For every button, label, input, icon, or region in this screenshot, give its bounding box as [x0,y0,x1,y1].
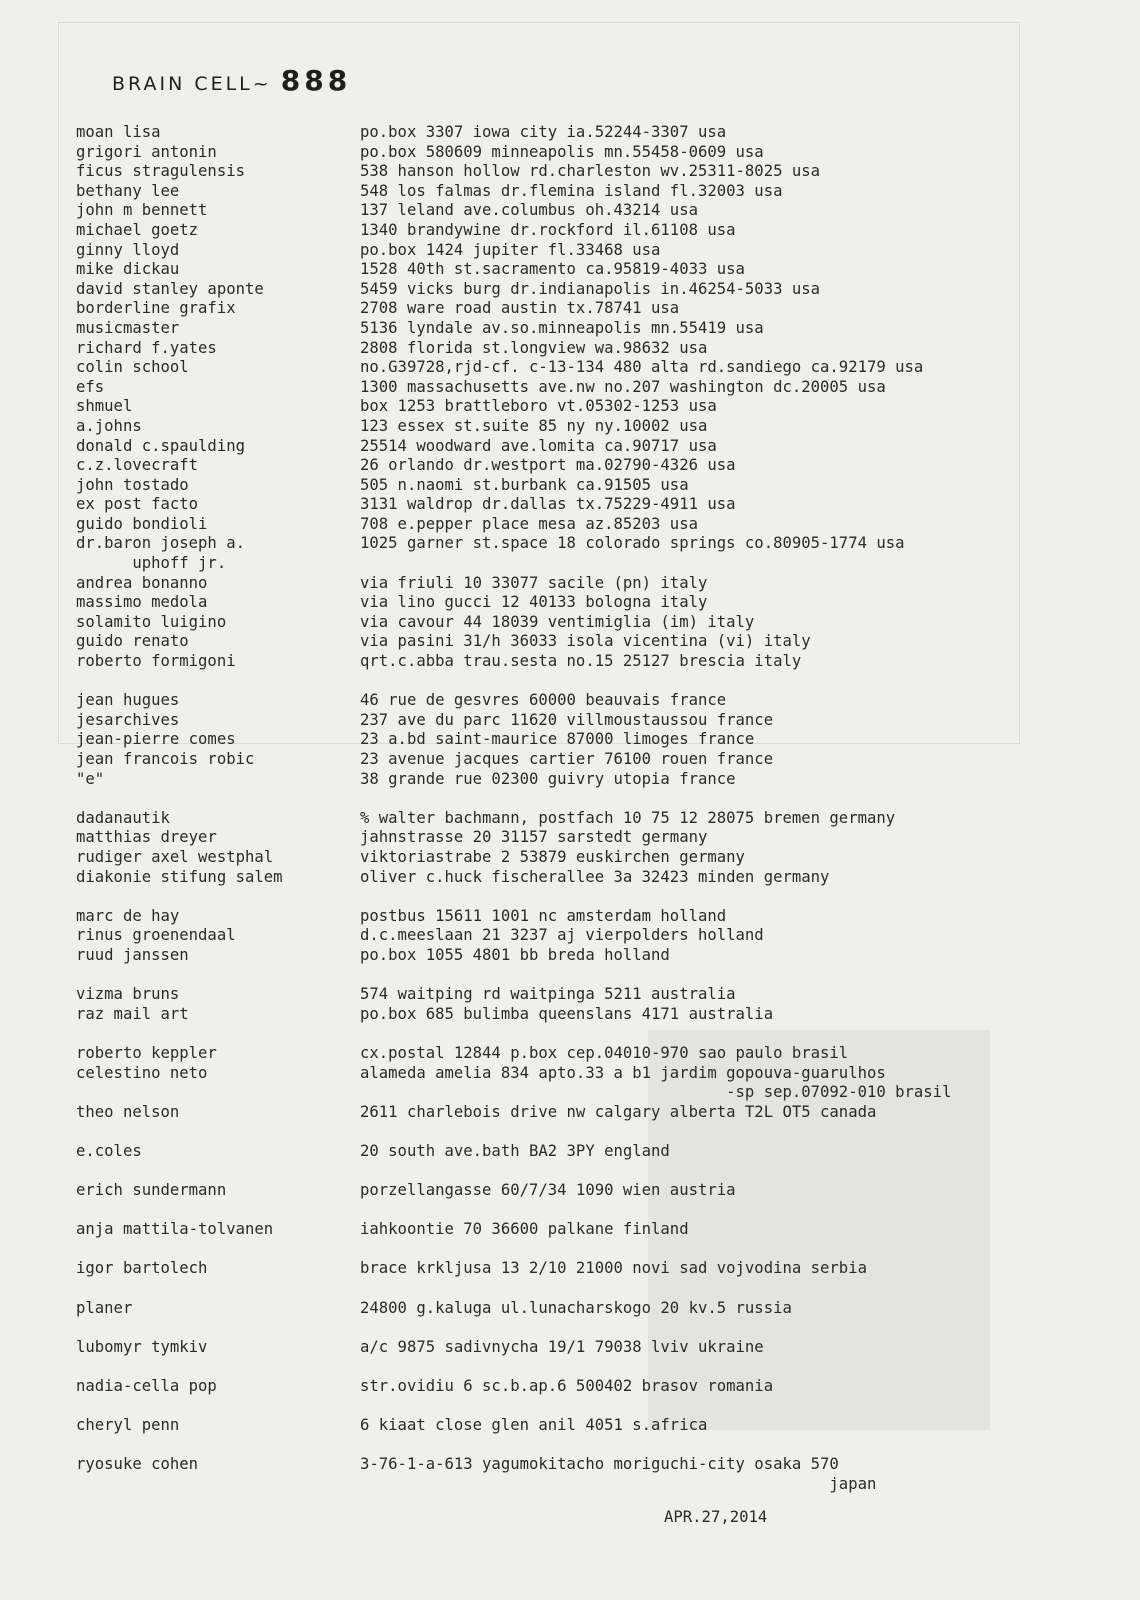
address-entry [76,613,1126,633]
entry-name: jean-pierre comes [76,730,236,749]
entry-address: 505 n.naomi st.burbank ca.91505 usa [360,475,689,494]
title-separator: ~ [252,73,272,95]
entry-address: 548 los falmas dr.flemina island fl.32003 usa [360,181,783,200]
entry-address: via cavour 44 18039 ventimiglia (im) italy [360,612,755,631]
entry-address: 2611 charlebois drive nw calgary alberta T2L OT5 canada [360,1102,877,1121]
entry-address: 24800 g.kaluga ul.lunacharskogo 20 kv.5 russia [360,1298,792,1317]
address-list [76,123,1126,1495]
address-entry [76,574,1126,594]
entry-name: guido bondioli [76,514,208,533]
entry-name: erich sundermann [76,1181,227,1200]
entry-name: matthias dreyer [76,828,217,847]
entry-name: e.coles [76,1141,142,1160]
entry-name: vizma bruns [76,985,180,1004]
entry-address: -sp sep.07092-010 brasil [360,1083,952,1102]
entry-address: 20 south ave.bath BA2 3PY england [360,1141,670,1160]
address-entry [76,868,1126,888]
entry-name: borderline grafix [76,299,236,318]
entry-name: roberto keppler [76,1043,217,1062]
entry-name: ex post facto [76,495,199,514]
address-entry [76,691,1126,711]
entry-name: rudiger axel westphal [76,847,274,866]
entry-address: 38 grande rue 02300 guivry utopia france [360,769,736,788]
address-entry [76,358,1126,378]
entry-name: moan lisa [76,123,161,141]
entry-name: nadia-cella pop [76,1377,217,1395]
address-entry [76,946,1126,966]
entry-address: oliver c.huck fischerallee 3a 32423 minden germany [360,867,830,886]
address-entry [76,1005,1126,1025]
address-entry [76,162,1126,182]
address-entry [76,476,1126,496]
address-entry [76,397,1126,417]
entry-address: 3-76-1-a-613 yagumokitacho moriguchi-city osaka 570 [360,1455,839,1474]
entry-name: richard f.yates [76,338,217,357]
document-date: APR.27,2014 [664,1508,768,1526]
entry-name: cheryl penn [76,1416,180,1435]
entry-address: 3131 waldrop dr.dallas tx.75229-4911 usa [360,495,736,514]
entry-address: via friuli 10 33077 sacile (pn) italy [360,573,708,592]
entry-address: po.box 1424 jupiter fl.33468 usa [360,240,661,259]
entry-address: 6 kiaat close glen anil 4051 s.africa [360,1416,708,1435]
entry-address: alameda amelia 834 apto.33 a b1 jardim gopouva-guarulhos [360,1063,886,1082]
entry-name: musicmaster [76,318,180,337]
address-entry [76,221,1126,241]
entry-address: 23 avenue jacques cartier 76100 rouen france [360,750,774,768]
address-entry [76,1220,1126,1240]
entry-name: marc de hay [76,906,180,925]
address-entry [76,495,1126,515]
entry-address: str.ovidiu 6 sc.b.ap.6 500402 brasov romania [360,1377,774,1395]
entry-address: 137 leland ave.columbus oh.43214 usa [360,201,698,220]
entry-name: solamito luigino [76,612,227,631]
entry-address: 1025 garner st.space 18 colorado springs co.80905-1774 usa [360,534,905,553]
address-entry [76,1338,1126,1358]
entry-name: theo nelson [76,1102,180,1121]
entry-address: 1340 brandywine dr.rockford il.61108 usa [360,220,736,239]
address-entry [76,1142,1126,1162]
entry-name: efs [76,377,105,396]
entry-name: shmuel [76,397,133,416]
address-entry [76,848,1126,868]
entry-address: po.box 685 bulimba queenslans 4171 australia [360,1004,774,1023]
entry-name: michael goetz [76,220,199,239]
entry-address: 5459 vicks burg dr.indianapolis in.46254-5033 usa [360,279,821,298]
entry-address: 237 ave du parc 11620 villmoustaussou france [360,710,774,729]
address-entry [76,593,1126,613]
entry-name: guido renato [76,632,189,651]
address-entry [76,828,1126,848]
address-entry [76,1377,1126,1397]
entry-name: ginny lloyd [76,240,180,259]
address-entry [76,143,1126,163]
address-entry [76,417,1126,437]
entry-address [360,554,1126,574]
page-title [112,64,351,97]
address-entry [76,456,1126,476]
entry-address: 2808 florida st.longview wa.98632 usa [360,338,708,357]
address-entry [76,554,1126,574]
entry-name: donald c.spaulding [76,436,245,455]
entry-address: iahkoontie 70 36600 palkane finland [360,1220,689,1239]
address-entry [76,280,1126,300]
address-entry [76,985,1126,1005]
address-entry [76,1259,1126,1279]
entry-name [76,1475,360,1495]
entry-name: mike dickau [76,260,180,279]
entry-name: david stanley aponte [76,279,264,298]
entry-address: 574 waitping rd waitpinga 5211 australia [360,985,736,1004]
address-entry [76,201,1126,221]
entry-name: jesarchives [76,710,180,729]
entry-name: ryosuke cohen [76,1455,199,1474]
address-entry [76,730,1126,750]
entry-name: rinus groenendaal [76,926,236,945]
entry-name: a.johns [76,416,142,435]
entry-name: c.z.lovecraft [76,456,199,475]
entry-address: 46 rue de gesvres 60000 beauvais france [360,691,727,710]
entry-address: qrt.c.abba trau.sesta no.15 25127 brescia italy [360,652,802,671]
address-entry [76,632,1126,652]
entry-address: po.box 3307 iowa city ia.52244-3307 usa [360,123,727,141]
entry-address: % walter bachmann, postfach 10 75 12 28075 bremen germany [360,808,896,827]
address-entry [76,750,1126,770]
address-entry [76,770,1126,790]
entry-address: postbus 15611 1001 nc amsterdam holland [360,906,727,925]
entry-name: dr.baron joseph a. [76,534,245,553]
entry-address: no.G39728,rjd-cf. c-13-134 480 alta rd.sandiego ca.92179 usa [360,358,924,377]
entry-name: jean francois robic [76,750,255,768]
entry-address: porzellangasse 60/7/34 1090 wien austria [360,1181,736,1200]
entry-address: via lino gucci 12 40133 bologna italy [360,593,708,612]
address-entry [76,339,1126,359]
address-entry [76,534,1126,554]
entry-name: planer [76,1298,133,1317]
address-entry [76,437,1126,457]
entry-name: raz mail art [76,1004,189,1023]
entry-name: celestino neto [76,1063,208,1082]
entry-name: massimo medola [76,593,208,612]
entry-name: lubomyr tymkiv [76,1337,208,1356]
entry-address: 1300 massachusetts ave.nw no.207 washington dc.20005 usa [360,377,886,396]
entry-name: john tostado [76,475,189,494]
address-entry [76,1455,1126,1475]
address-entry [76,1044,1126,1064]
entry-name: colin school [76,358,189,377]
entry-address: 2708 ware road austin tx.78741 usa [360,299,680,318]
address-entry [76,926,1126,946]
address-entry [76,182,1126,202]
entry-address: via pasini 31/h 36033 isola vicentina (vi) italy [360,632,811,651]
entry-address: 123 essex st.suite 85 ny ny.10002 usa [360,416,708,435]
address-entry [76,319,1126,339]
address-entry [76,260,1126,280]
address-entry [76,809,1126,829]
address-entry [76,1299,1126,1319]
entry-name: diakonie stifung salem [76,867,283,886]
entry-address: 538 hanson hollow rd.charleston wv.25311-8025 usa [360,162,821,181]
entry-name: uphoff jr. [76,554,227,573]
entry-address: a/c 9875 sadivnycha 19/1 79038 lviv ukraine [360,1337,764,1356]
entry-name: john m bennett [76,201,208,220]
entry-name: dadanautik [76,808,170,827]
entry-address: 23 a.bd saint-maurice 87000 limoges france [360,730,755,749]
address-entry [76,299,1126,319]
entry-name: grigori antonin [76,142,217,161]
entry-address: viktoriastrabe 2 53879 euskirchen germany [360,847,745,866]
entry-name: ruud janssen [76,945,189,964]
address-entry [76,907,1126,927]
entry-name: igor bartolech [76,1259,208,1278]
entry-name: jean hugues [76,691,180,710]
address-entry [76,711,1126,731]
address-entry [76,1064,1126,1084]
entry-name: anja mattila-tolvanen [76,1220,274,1239]
entry-name: ficus stragulensis [76,162,245,181]
entry-address: brace krkljusa 13 2/10 21000 novi sad vojvodina serbia [360,1259,867,1278]
address-entry [76,1103,1126,1123]
entry-address: jahnstrasse 20 31157 sarstedt germany [360,828,708,847]
entry-address: box 1253 brattleboro vt.05302-1253 usa [360,397,717,416]
title-text: BRAIN CELL [112,73,253,95]
entry-address: 5136 lyndale av.so.minneapolis mn.55419 usa [360,318,764,337]
address-entry [76,123,1126,143]
address-entry [76,652,1126,672]
issue-number: 888 [280,64,352,97]
entry-address: cx.postal 12844 p.box cep.04010-970 sao paulo brasil [360,1043,849,1062]
entry-name: bethany lee [76,181,180,200]
entry-address: japan [360,1474,877,1493]
entry-address: po.box 1055 4801 bb breda holland [360,945,670,964]
address-entry [76,1181,1126,1201]
entry-address: d.c.meeslaan 21 3237 aj vierpolders holland [360,926,764,945]
entry-name [76,1083,360,1103]
address-entry [76,1416,1126,1436]
entry-name: andrea bonanno [76,573,208,592]
address-entry [76,241,1126,261]
entry-address: 25514 woodward ave.lomita ca.90717 usa [360,436,717,455]
address-entry [76,1083,1126,1103]
address-entry [76,378,1126,398]
entry-address: 708 e.pepper place mesa az.85203 usa [360,514,698,533]
entry-address: po.box 580609 minneapolis mn.55458-0609 usa [360,142,764,161]
entry-address: 26 orlando dr.westport ma.02790-4326 usa [360,456,736,475]
entry-name: "e" [76,769,105,788]
address-entry [76,1475,1126,1495]
address-entry [76,515,1126,535]
entry-address: 1528 40th st.sacramento ca.95819-4033 usa [360,260,745,279]
entry-name: roberto formigoni [76,652,236,671]
